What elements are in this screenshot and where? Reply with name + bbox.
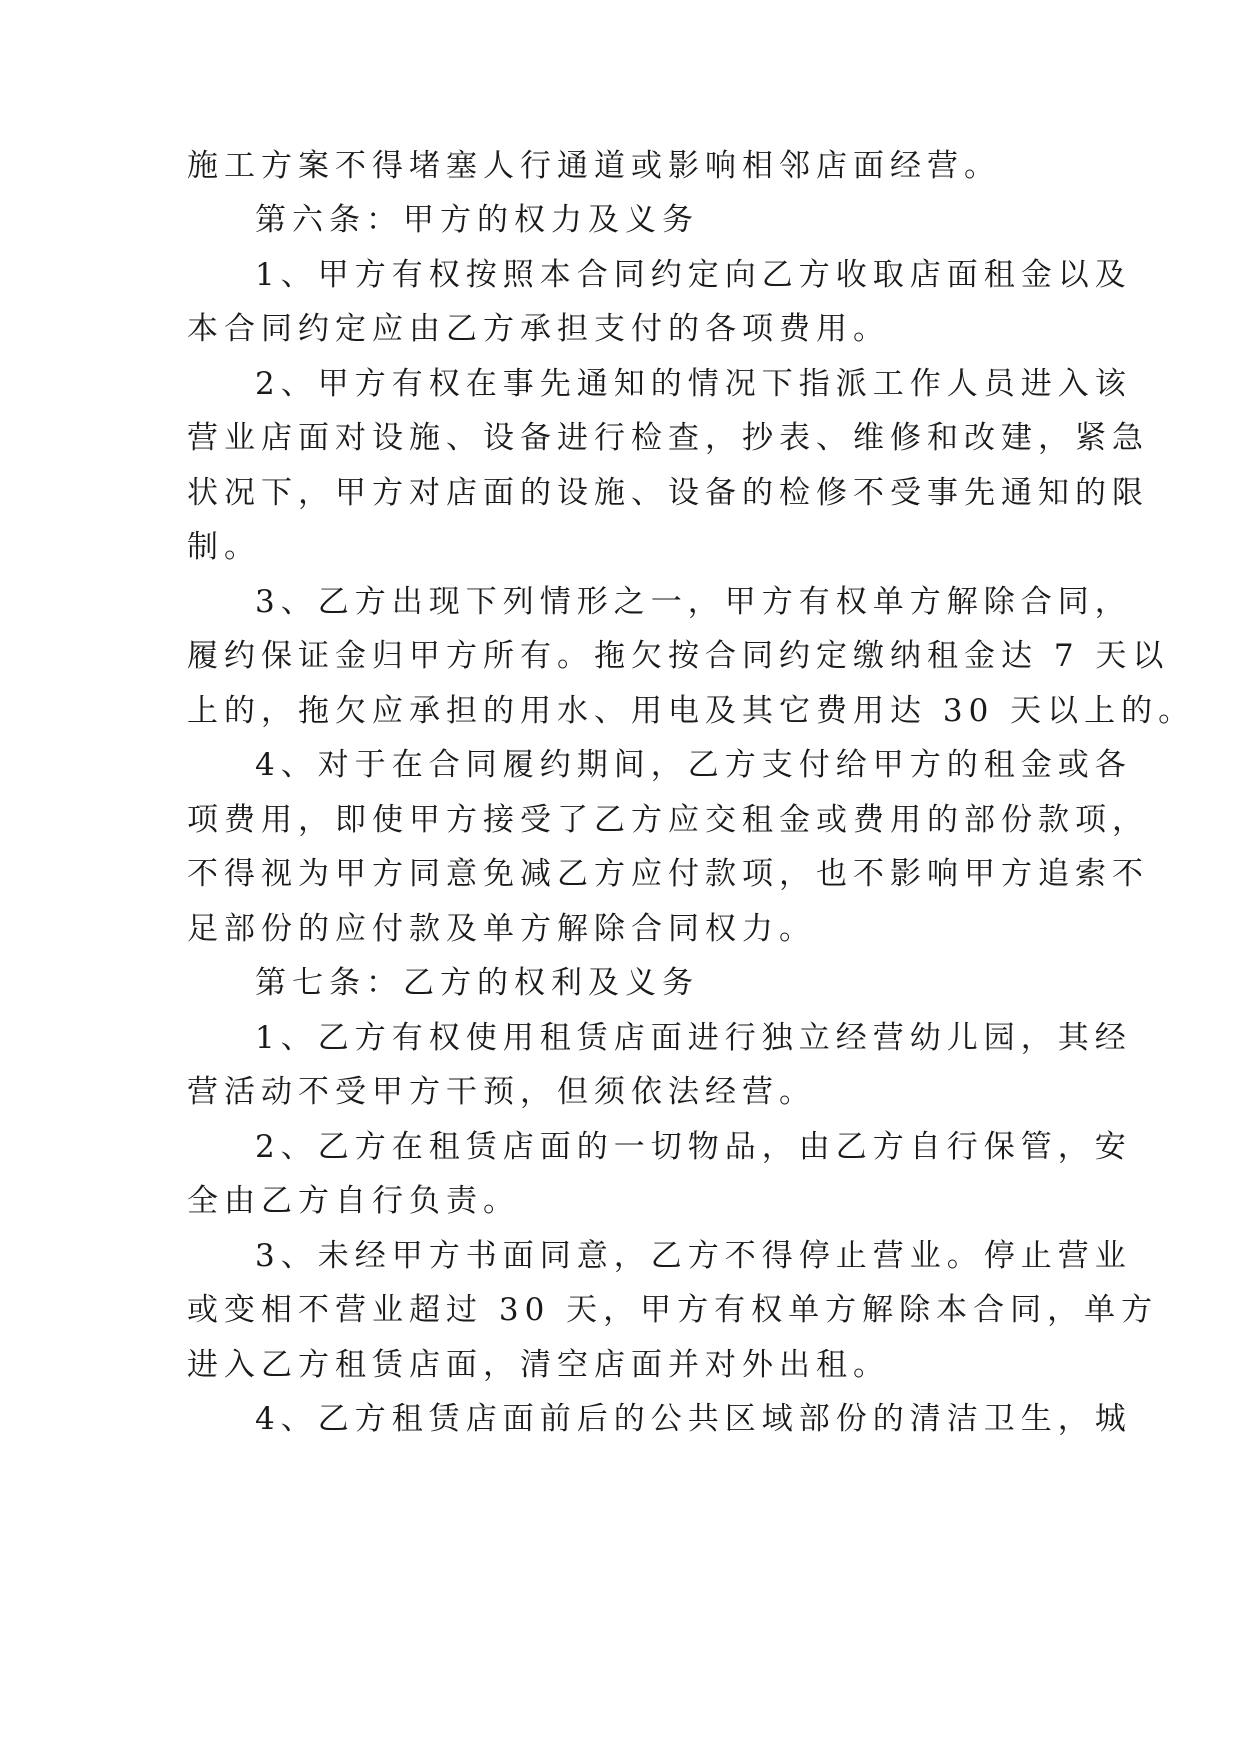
text-line: 进入乙方租赁店面，清空店面并对外出租。: [187, 1347, 890, 1383]
text-line: 足部份的应付款及单方解除合同权力。: [187, 911, 816, 947]
text-line: 上的，拖欠应承担的用水、用电及其它费用达 30 天以上的。: [187, 693, 1196, 729]
text-line: 3、乙方出现下列情形之一，甲方有权单方解除合同，: [255, 584, 1132, 620]
text-line: 营业店面对设施、设备进行检查，抄表、维修和改建，紧急: [187, 420, 1149, 456]
text-line: 4、乙方租赁店面前后的公共区域部份的清洁卫生，城: [255, 1401, 1132, 1437]
text-line: 本合同约定应由乙方承担支付的各项费用。: [187, 311, 890, 347]
text-line: 施工方案不得堵塞人行通道或影响相邻店面经营。: [187, 148, 1001, 184]
section-heading: 第七条：乙方的权利及义务: [255, 965, 699, 1001]
text-line: 履约保证金归甲方所有。拖欠按合同约定缴纳租金达 7 天以: [187, 638, 1170, 674]
text-line: 2、甲方有权在事先通知的情况下指派工作人员进入该: [255, 366, 1132, 402]
text-line: 3、未经甲方书面同意，乙方不得停止营业。停止营业: [255, 1238, 1132, 1274]
text-line: 状况下，甲方对店面的设施、设备的检修不受事先通知的限: [187, 475, 1149, 511]
text-line: 营活动不受甲方干预，但须依法经营。: [187, 1074, 816, 1110]
section-heading: 第六条：甲方的权力及义务: [255, 202, 699, 238]
text-line: 不得视为甲方同意免减乙方应付款项，也不影响甲方追索不: [187, 856, 1149, 892]
text-line: 制。: [187, 529, 261, 565]
text-line: 2、乙方在租赁店面的一切物品，由乙方自行保管，安: [255, 1129, 1132, 1165]
text-line: 或变相不营业超过 30 天，甲方有权单方解除本合同，单方: [187, 1292, 1159, 1328]
text-line: 全由乙方自行负责。: [187, 1183, 520, 1219]
text-line: 4、对于在合同履约期间，乙方支付给甲方的租金或各: [255, 747, 1132, 783]
text-line: 项费用，即使甲方接受了乙方应交租金或费用的部份款项，: [187, 802, 1149, 838]
text-line: 1、乙方有权使用租赁店面进行独立经营幼儿园，其经: [255, 1020, 1132, 1056]
text-line: 1、甲方有权按照本合同约定向乙方收取店面租金以及: [255, 257, 1132, 293]
